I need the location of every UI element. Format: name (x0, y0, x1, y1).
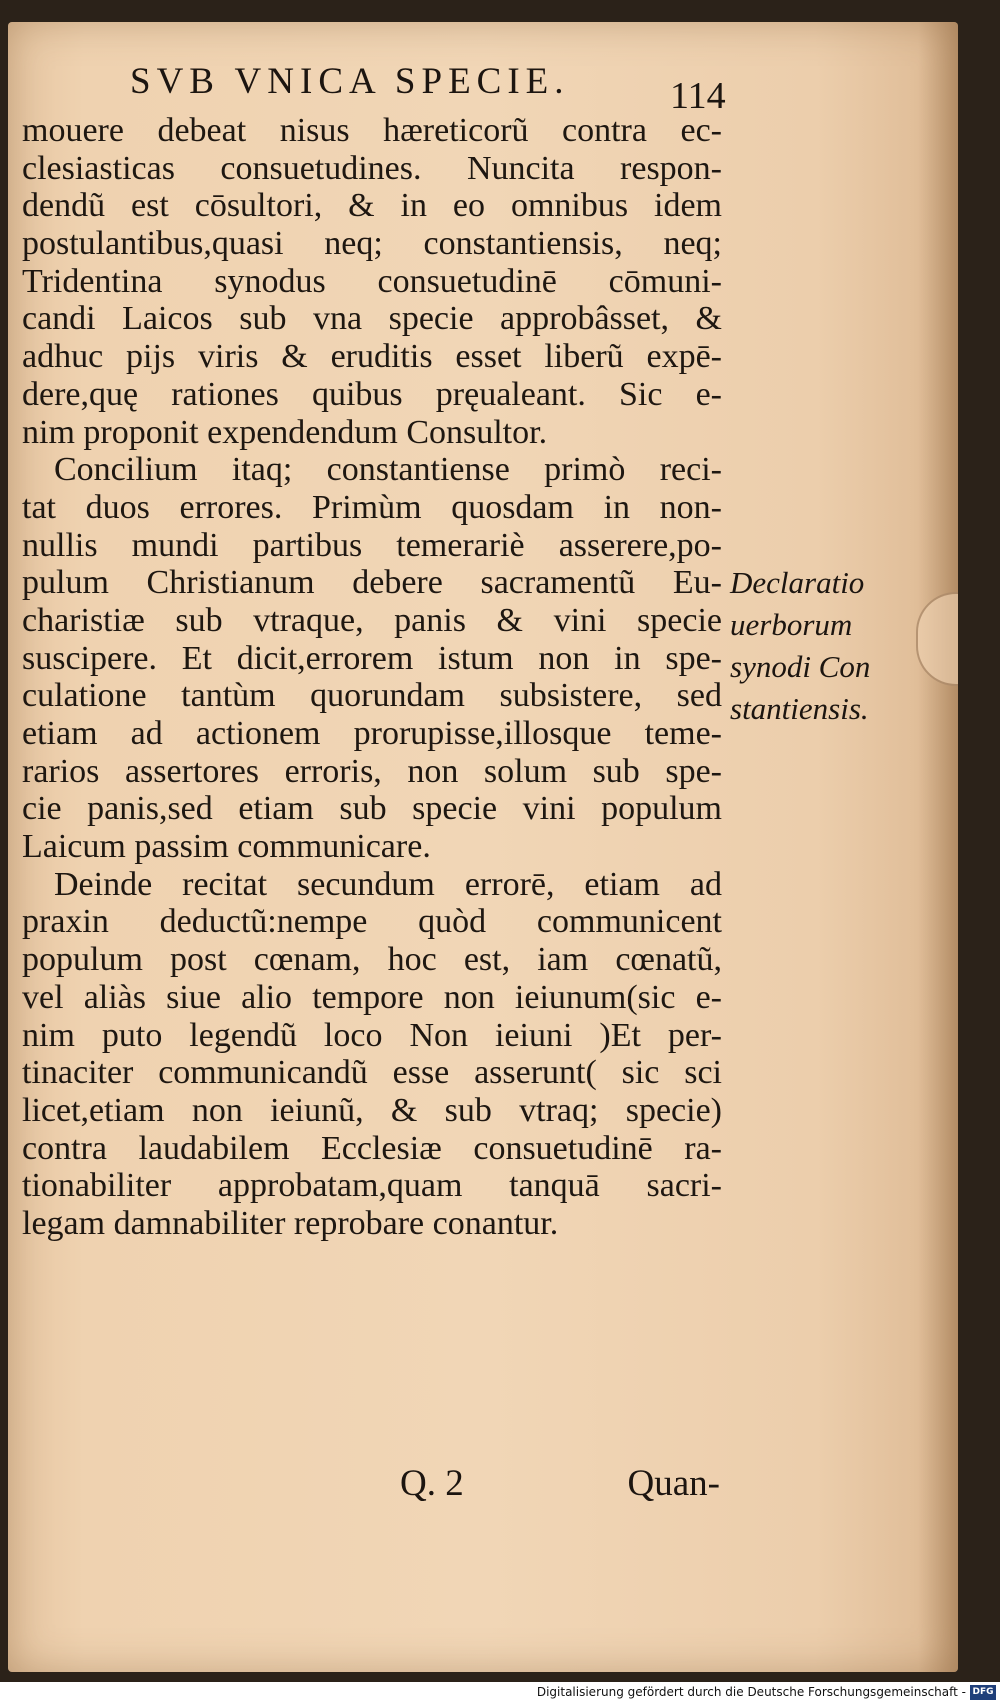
text-line: nim proponit expendendum Consultor. (22, 413, 548, 451)
margin-note-line: stantiensis. (730, 691, 869, 726)
text-line: licet,etiam non ieiunũ, & sub vtraq; specie) (22, 1091, 722, 1129)
running-head: SVB VNICA SPECIE. (130, 61, 570, 102)
text-line: etiam ad actionem prorupisse,illosque teme- (22, 715, 722, 752)
margin-note (730, 562, 900, 730)
text-line: populum post cœnam, hoc est, iam cœnatũ, (22, 941, 722, 979)
text-line: praxin deductũ:nempe quòd communicent (22, 903, 722, 941)
text-line: contra laudabilem Ecclesiæ consuetudinē ra- (22, 1129, 722, 1167)
page-number: 114 (670, 75, 726, 117)
text-line: candi Laicos sub vna specie approbâsset, & (22, 300, 722, 338)
text-line: pulum Christianum debere sacramentũ Eu- (22, 564, 722, 602)
text-line: tionabiliter approbatam,quam tanquā sacri- (22, 1167, 722, 1205)
text-line: clesiasticas consuetudines. Nuncita respon- (22, 149, 722, 187)
text-line: charistiæ sub vtraque, panis & vini specie (22, 601, 722, 639)
text-line: suscipere. Et dicit,errorem istum non in spe- (22, 639, 722, 677)
catchword-line (400, 1462, 720, 1505)
dfg-logo: DFG (970, 1685, 996, 1700)
text-line: Concilium itaq; constantiense primò reci- (54, 451, 722, 489)
catchword: Quan- (627, 1463, 720, 1504)
text-line: vel aliàs siue alio tempore non ieiunum(sic e- (22, 978, 722, 1016)
text-line: dere,quę rationes quibus pręualeant. Sic e- (22, 375, 722, 413)
text-line: dendũ est cōsultori, & in eo omnibus idem (22, 187, 722, 225)
text-line: tat duos errores. Primùm quosdam in non- (22, 488, 722, 526)
text-line: postulantibus,quasi neq; constantiensis, neq; (22, 225, 722, 263)
text-line: legam damnabiliter reprobare conantur. (22, 1204, 559, 1242)
margin-note-line: Declaratio (730, 565, 865, 600)
body-text (22, 112, 722, 1243)
text-line: adhuc pijs viris & eruditis esset liberũ expē- (22, 338, 722, 376)
text-line: tinaciter communicandũ esse asserunt( sic sci (22, 1054, 722, 1092)
margin-note-line: uerborum (730, 607, 853, 642)
page-edge (918, 22, 958, 1672)
text-line: Deinde recitat secundum errorē, etiam ad (54, 865, 722, 903)
footer-bar (0, 1682, 1000, 1704)
text-line: mouere debeat nisus hæreticorũ contra ec- (22, 112, 722, 149)
funding-credit: Digitalisierung gefördert durch die Deutsche Forschungsgemeinschaft - (536, 1685, 966, 1699)
margin-note-line: synodi Con (730, 649, 871, 684)
text-line: cie panis,sed etiam sub specie vini populum (22, 790, 722, 828)
text-line: Laicum passim communicare. (22, 828, 431, 866)
text-line: nim puto legendũ loco Non ieiuni )Et per- (22, 1016, 722, 1054)
text-line: rarios assertores erroris, non solum sub spe- (22, 752, 722, 790)
text-line: culatione tantùm quorundam subsistere, sed (22, 677, 722, 715)
signature-mark: Q. 2 (400, 1463, 464, 1504)
text-line: nullis mundi partibus temerariè asserere,po- (22, 526, 722, 564)
text-line: Tridentina synodus consuetudinē cōmuni- (22, 262, 722, 300)
